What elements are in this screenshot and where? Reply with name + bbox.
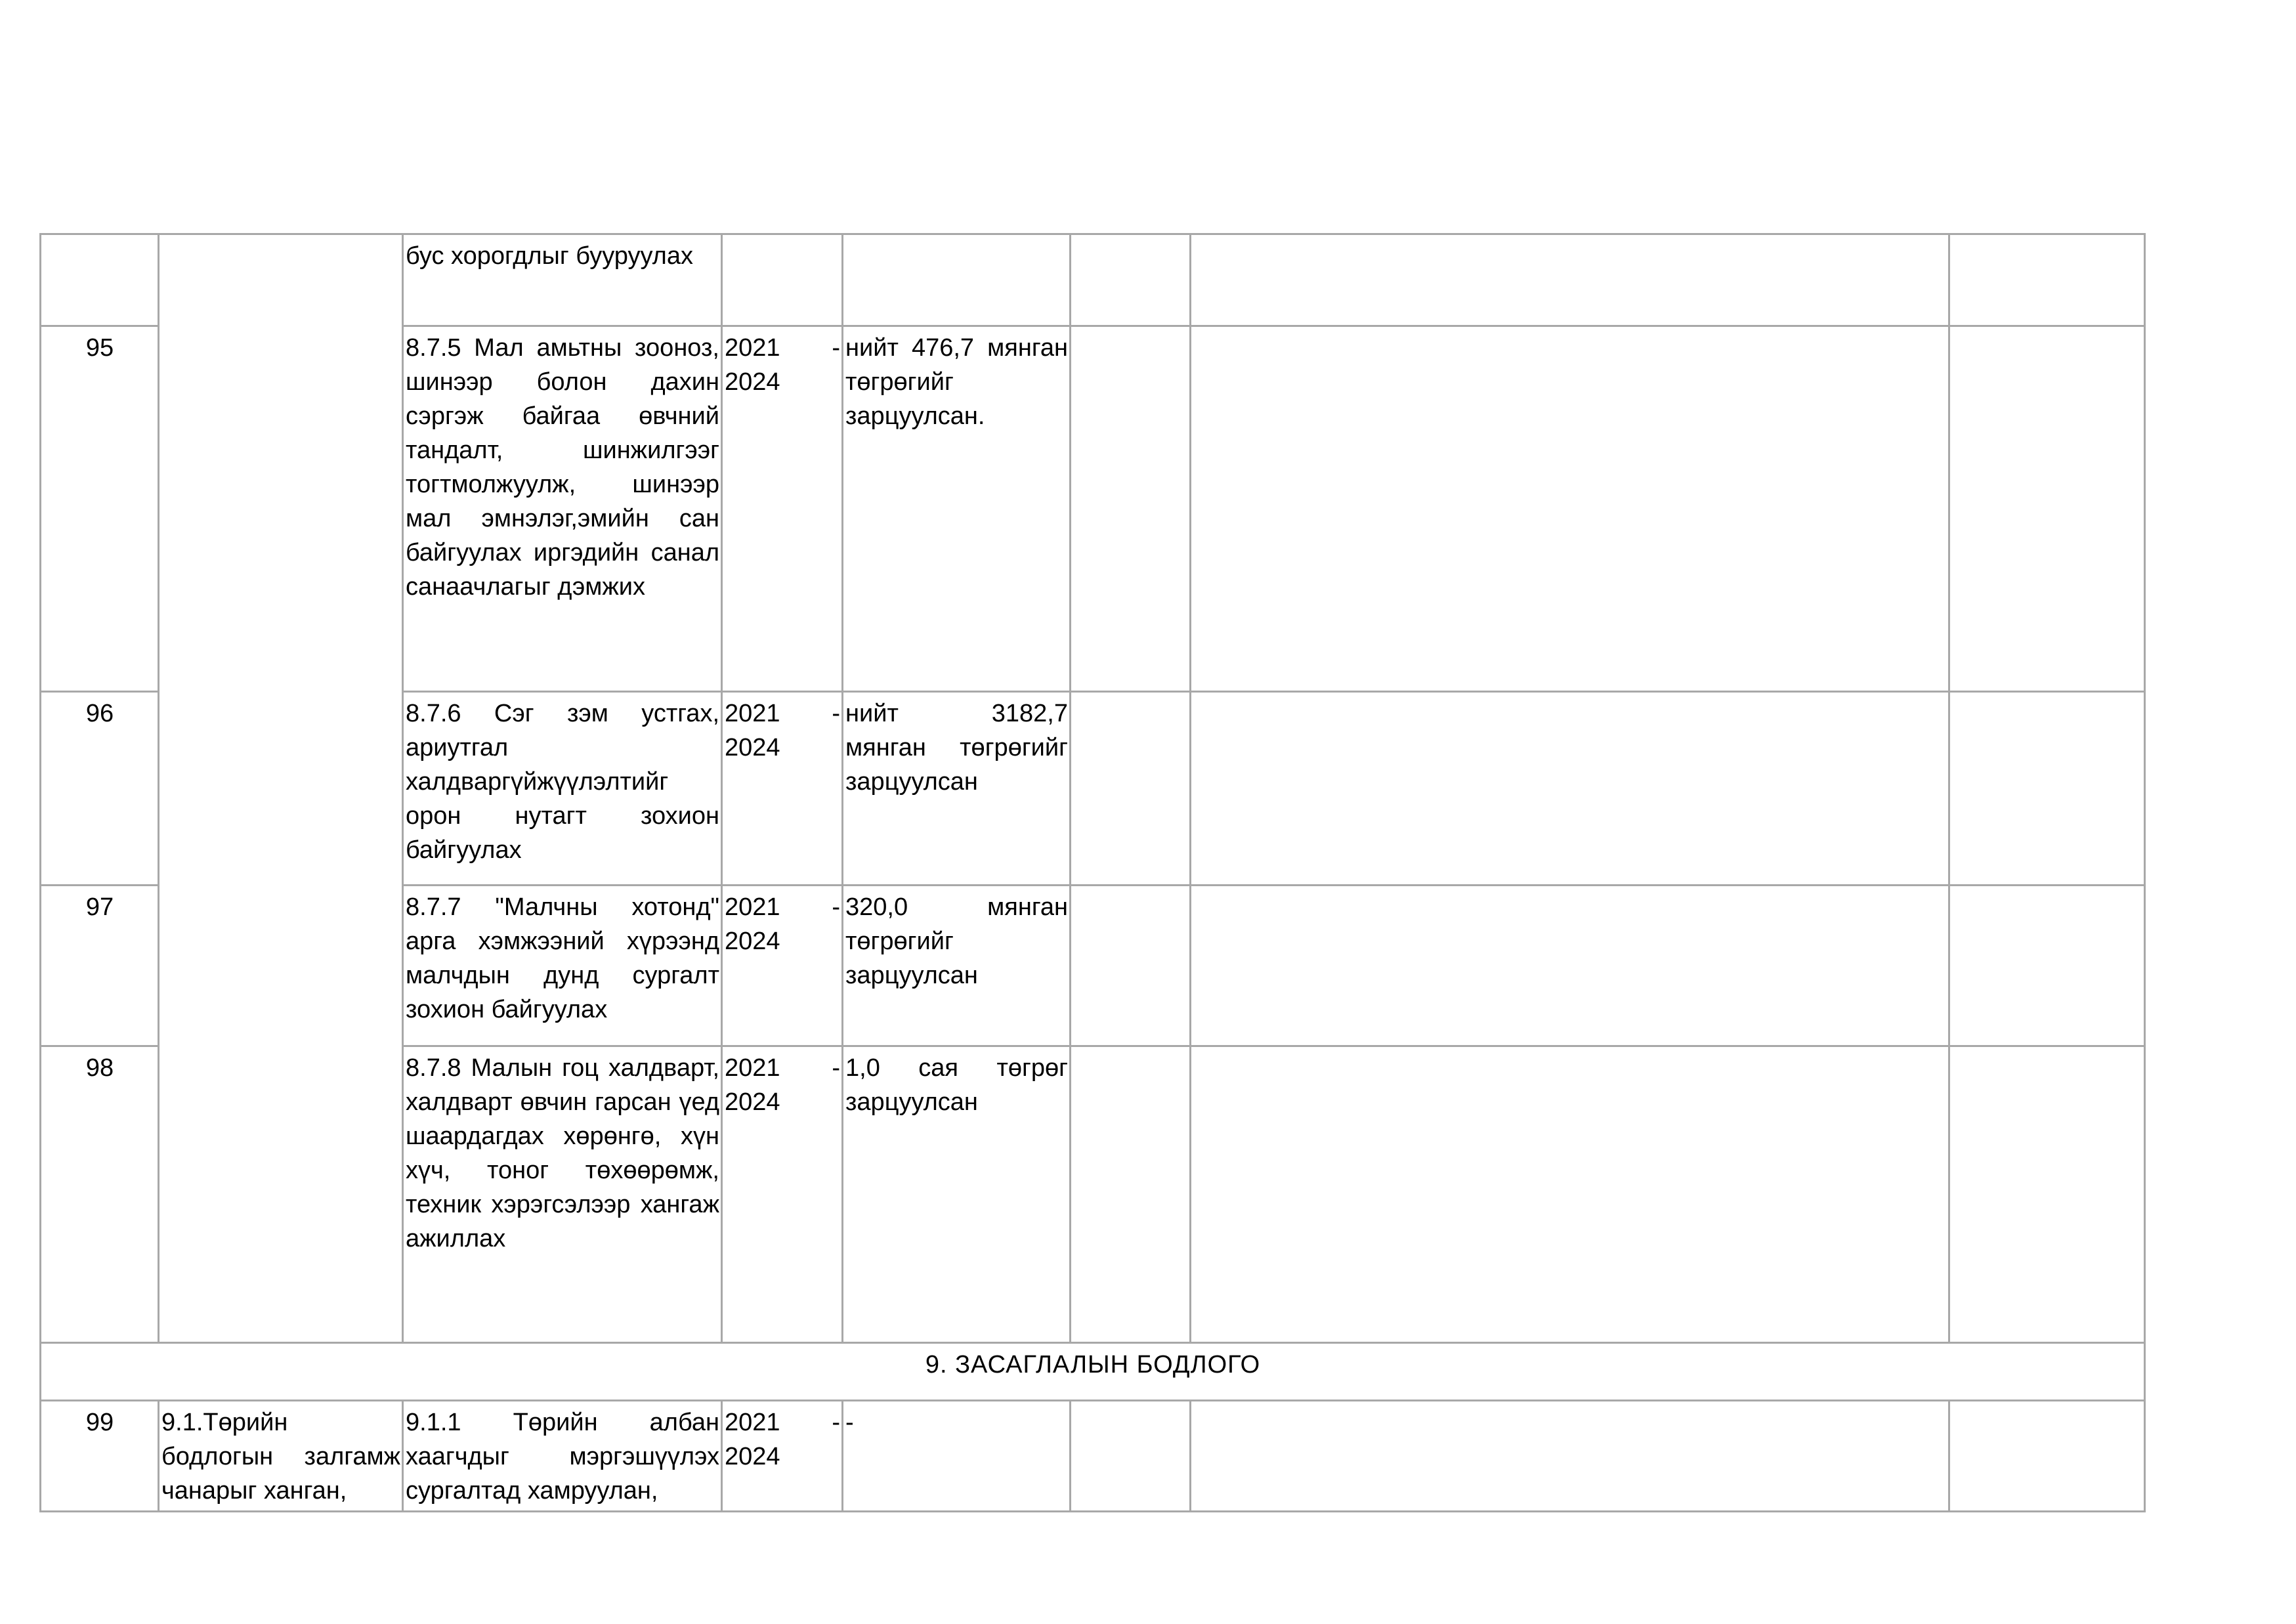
row-number: 97 [41,886,159,1046]
empty-cell [1071,234,1191,326]
empty-cell [1191,1046,1949,1343]
empty-cell [1949,1046,2145,1343]
section-heading: 9. ЗАСАГЛАЛЫН БОДЛОГО [41,1343,2145,1401]
action-cell: 8.7.5 Мал амьтны зооноз, шинээр болон дахин сэргэж байгаа өвчний тандалт, шинжилгээг тогтмолжуулж, шинээр мал эмнэлэг,эмийн сан байгуулах иргэдийн санал санаачлагыг дэмжих [403,326,722,692]
result-cell [843,234,1071,326]
action-cell: 9.1.1 Төрийн албан хаагчдыг мэргэшүүлэх сургалтад хамруулан, [403,1401,722,1512]
table-row [41,234,2145,326]
implementation-table [39,233,2146,1512]
table-row [41,1401,2145,1512]
result-cell: 320,0 мянган төгрөгийг зарцуулсан [843,886,1071,1046]
period-cell: 2021 - 2024 [722,1046,843,1343]
row-number: 99 [41,1401,159,1512]
empty-cell [1071,1401,1191,1512]
period-cell: 2021 - 2024 [722,1401,843,1512]
empty-cell [1949,1401,2145,1512]
empty-cell [1191,234,1949,326]
action-cell: бус хорогдлыг бууруулах [403,234,722,326]
empty-cell [1949,326,2145,692]
action-cell: 8.7.6 Сэг зэм устгах, ариутгал халдваргүйжүүлэлтийг орон нутагт зохион байгуулах [403,692,722,886]
empty-cell [1071,692,1191,886]
period-cell: 2021 - 2024 [722,326,843,692]
result-cell: нийт 476,7 мянган төгрөгийг зарцуулсан. [843,326,1071,692]
empty-cell [1071,1046,1191,1343]
empty-cell [1949,692,2145,886]
empty-cell [1949,234,2145,326]
result-cell: 1,0 сая төгрөг зарцуулсан [843,1046,1071,1343]
row-number: 95 [41,326,159,692]
row-number: 96 [41,692,159,886]
empty-cell [1191,1401,1949,1512]
empty-cell [1191,886,1949,1046]
action-cell: 8.7.7 "Малчны хотонд" арга хэмжээний хүрээнд малчдын дунд сургалт зохион байгуулах [403,886,722,1046]
empty-cell [1949,886,2145,1046]
period-cell [722,234,843,326]
empty-cell [1191,692,1949,886]
row-number [41,234,159,326]
empty-cell [1071,326,1191,692]
action-cell: 8.7.8 Малын гоц халдварт, халдварт өвчин гарсан үед шаардагдах хөрөнгө, хүн хүч, тоног төхөөрөмж, техник хэрэгсэлээр хангаж ажиллах [403,1046,722,1343]
objective-cell [159,234,403,1343]
result-cell: нийт 3182,7 мянган төгрөгийг зарцуулсан [843,692,1071,886]
section-row [41,1343,2145,1401]
empty-cell [1071,886,1191,1046]
objective-cell: 9.1.Төрийн бодлогын залгамж чанарыг ханган, [159,1401,403,1512]
empty-cell [1191,326,1949,692]
period-cell: 2021 - 2024 [722,692,843,886]
row-number: 98 [41,1046,159,1343]
result-cell: - [843,1401,1071,1512]
period-cell: 2021 - 2024 [722,886,843,1046]
